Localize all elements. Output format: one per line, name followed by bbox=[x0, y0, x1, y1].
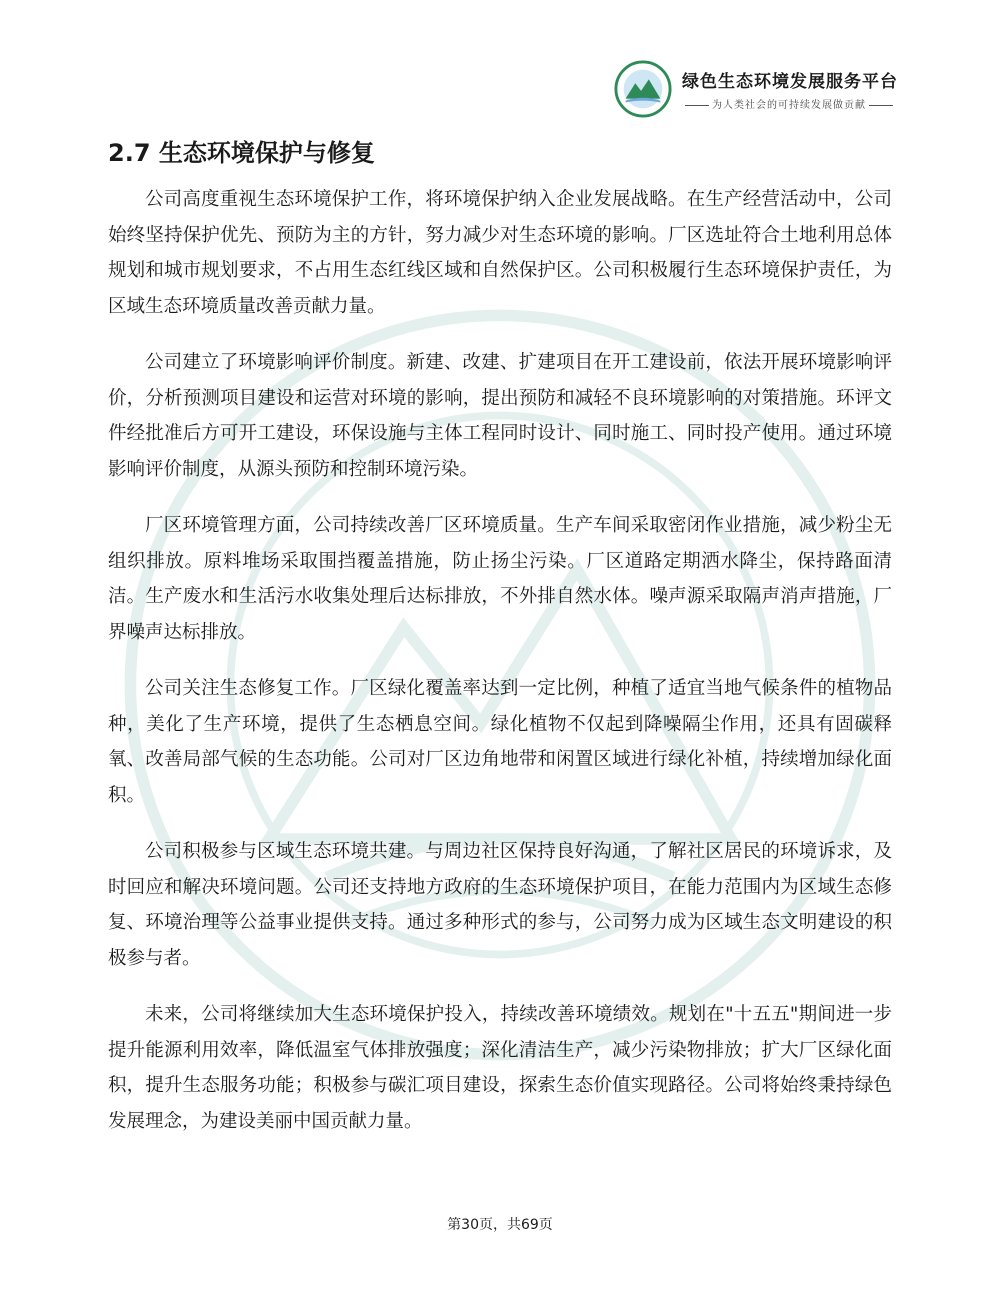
page-number: 第30页，共69页 bbox=[447, 1217, 553, 1233]
mountain-landscape-emblem-icon bbox=[614, 60, 672, 118]
brand-title: 绿色生态环境发展服务平台 bbox=[682, 72, 898, 92]
paragraph: 公司高度重视生态环境保护工作，将环境保护纳入企业发展战略。在生产经营活动中，公司始终坚持保护优先、预防为主的方针，努力减少对生态环境的影响。厂区选址符合土地利用总体规划和城市规划要求，不占用生态红线区域和自然保护区。公司积极履行生态环境保护责任，为区域生态环境质量改善贡献力量。 bbox=[108, 189, 892, 317]
paragraph: 厂区环境管理方面，公司持续改善厂区环境质量。生产车间采取密闭作业措施，减少粉尘无组织排放。原料堆场采取围挡覆盖措施，防止扬尘污染。厂区道路定期洒水降尘，保持路面清洁。生产废水和生活污水收集处理后达标排放，不外排自然水体。噪声源采取隔声消声措施，厂界噪声达标排放。 bbox=[108, 515, 892, 643]
paragraph: 公司积极参与区域生态环境共建。与周边社区保持良好沟通，了解社区居民的环境诉求，及时回应和解决环境问题。公司还支持地方政府的生态环境保护项目，在能力范围内为区域生态修复、环境治理等公益事业提供支持。通过多种形式的参与，公司努力成为区域生态文明建设的积极参与者。 bbox=[108, 841, 892, 969]
paragraph: 未来，公司将继续加大生态环境保护投入，持续改善环境绩效。规划在"十五五"期间进一步提升能源利用效率，降低温室气体排放强度；深化清洁生产，减少污染物排放；扩大厂区绿化面积，提升生态服务功能；积极参与碳汇项目建设，探索生态价值实现路径。公司将始终秉持绿色发展理念，为建设美丽中国贡献力量。 bbox=[108, 1004, 892, 1132]
paragraph: 公司关注生态修复工作。厂区绿化覆盖率达到一定比例，种植了适宜当地气候条件的植物品种，美化了生产环境，提供了生态栖息空间。绿化植物不仅起到降噪隔尘作用，还具有固碳释氧、改善局部气候的生态功能。公司对厂区边角地带和闲置区域进行绿化补植，持续增加绿化面积。 bbox=[108, 678, 892, 806]
section-title: 2.7 生态环境保护与修复 bbox=[108, 139, 375, 167]
brand-tagline: 为人类社会的可持续发展做贡献 bbox=[682, 96, 898, 111]
paragraph: 公司建立了环境影响评价制度。新建、改建、扩建项目在开工建设前，依法开展环境影响评价，分析预测项目建设和运营对环境的影响，提出预防和减轻不良环境影响的对策措施。环评文件经批准后方可开工建设，环保设施与主体工程同时设计、同时施工、同时投产使用。通过环境影响评价制度，从源头预防和控制环境污染。 bbox=[108, 352, 892, 480]
brand-header bbox=[614, 60, 898, 118]
section-content bbox=[108, 138, 892, 1160]
brand-text bbox=[682, 67, 898, 111]
